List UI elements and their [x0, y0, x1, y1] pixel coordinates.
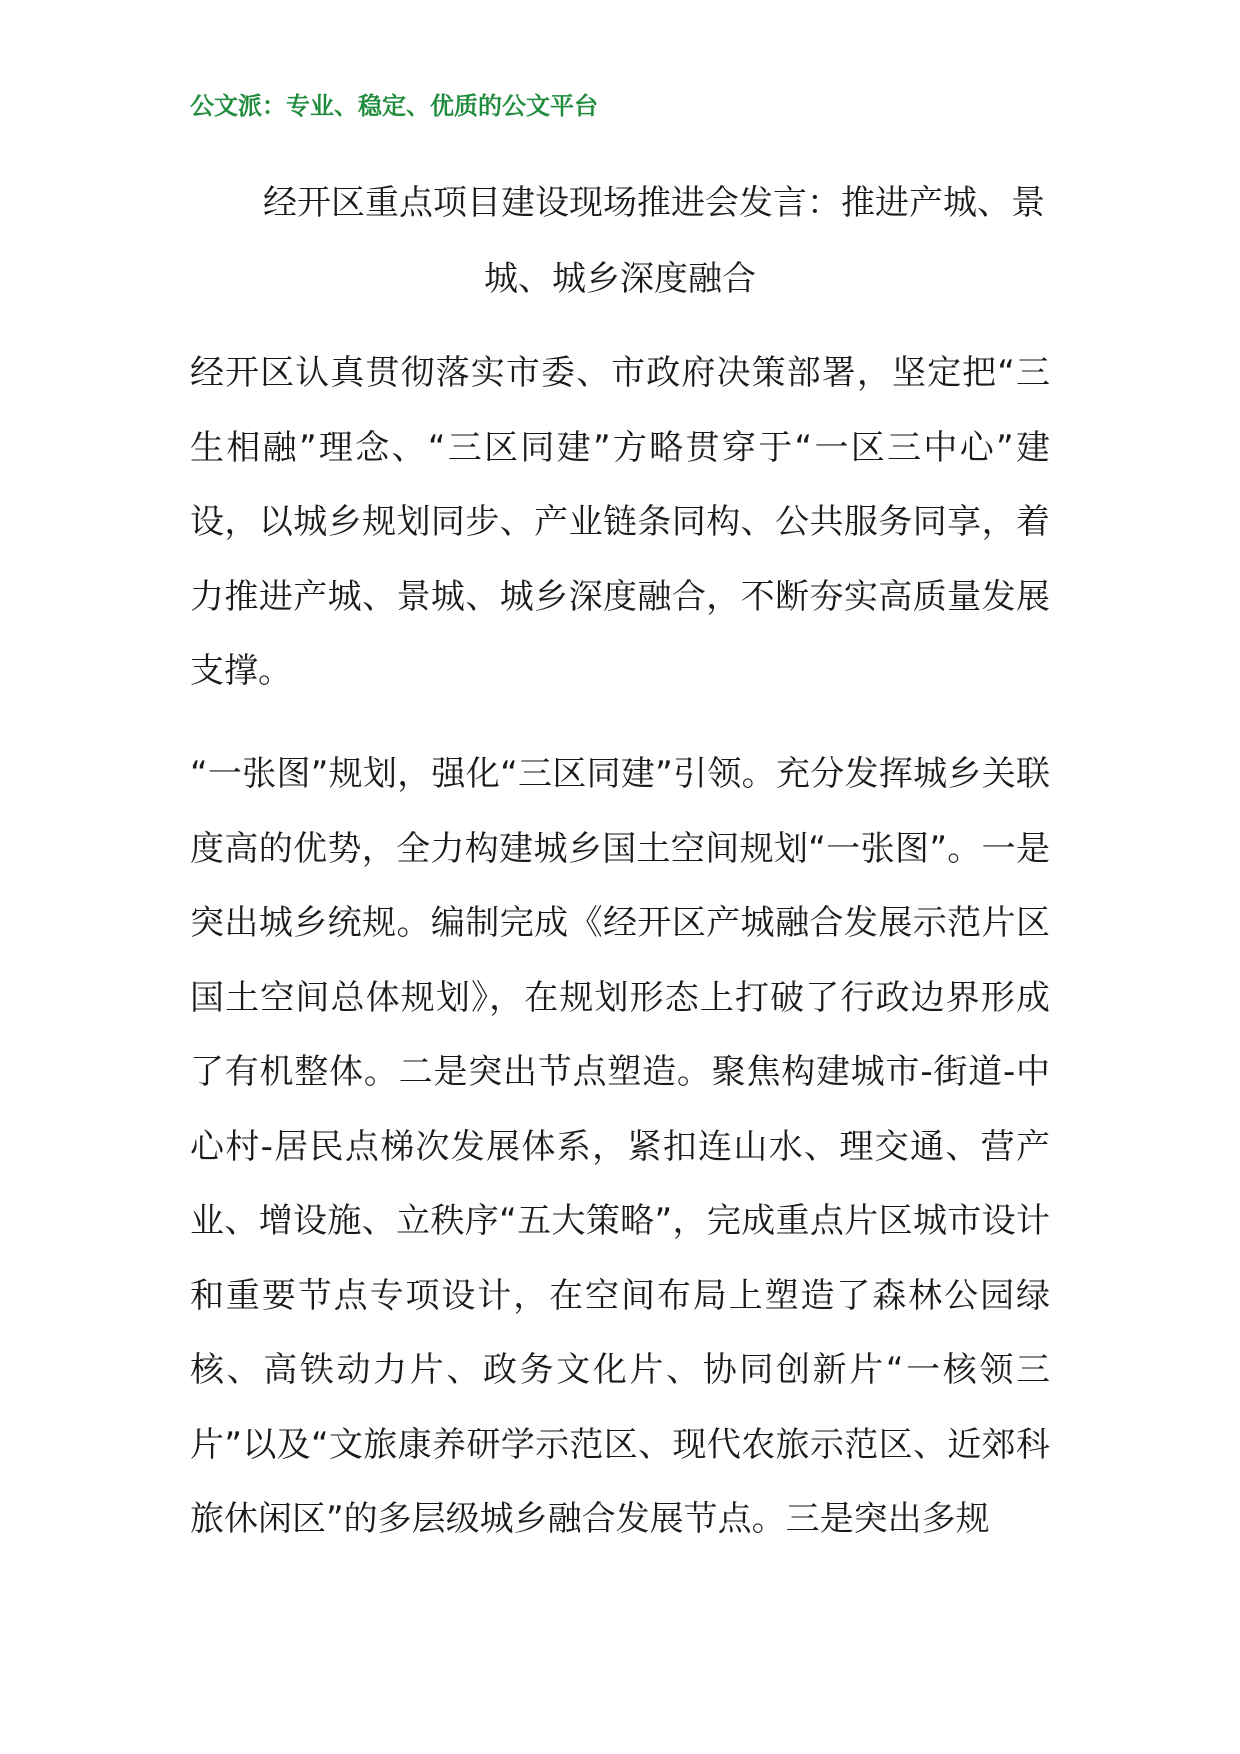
document-title-line-2: 城、城乡深度融合	[484, 259, 756, 299]
document-title	[190, 165, 1050, 317]
body-paragraph-2: “一张图”规划，强化“三区同建”引领。充分发挥城乡关联度高的优势，全力构建城乡国土空间规划“一张图”。一是突出城乡统规。编制完成《经开区产城融合发展示范片区国土空间总体规划》，在规划形态上打破了行政边界形成了有机整体。二是突出节点塑造。聚焦构建城市-街道-中心村-居民点梯次发展体系，紧扣连山水、理交通、营产业、增设施、立秩序“五大策略”，完成重点片区城市设计和重要节点专项设计，在空间布局上塑造了森林公园绿核、高铁动力片、政务文化片、协同创新片“一核领三片”以及“文旅康养研学示范区、现代农旅示范区、近郊科旅休闲区”的多层级城乡融合发展节点。三是突出多规	[190, 754, 1050, 1539]
brand-header: 公文派：专业、稳定、优质的公文平台	[190, 92, 598, 120]
body-paragraph-1: 经开区认真贯彻落实市委、市政府决策部署，坚定把“三生相融”理念、“三区同建”方略贯穿于“一区三中心”建设，以城乡规划同步、产业链条同构、公共服务同享，着力推进产城、景城、城乡深度融合，不断夯实高质量发展支撑。	[190, 353, 1050, 691]
document-title-line-1: 经开区重点项目建设现场推进会发言：推进产城、景	[263, 183, 1045, 223]
